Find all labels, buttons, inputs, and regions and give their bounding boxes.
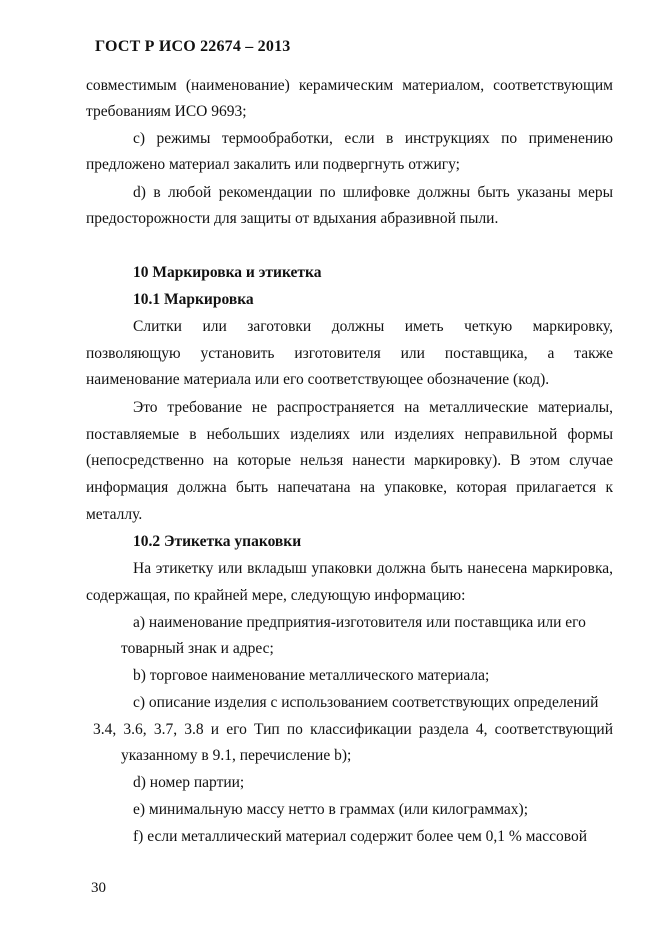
text-line: 3.4, 3.6, 3.7, 3.8 и его Тип по классификации раздела 4, соответствующий xyxy=(93,721,613,738)
text-line: предосторожности для защиты от вдыхания абразивной пыли. xyxy=(86,210,499,227)
section-heading-10: 10 Маркировка и этикетка xyxy=(133,264,322,281)
text-line: предложено материал закалить или подвергнуть отжигу; xyxy=(86,156,460,173)
section-heading-10-2: 10.2 Этикетка упаковки xyxy=(133,533,302,550)
list-item-c: c) описание изделия с использованием соответствующих определений xyxy=(133,694,599,711)
list-item-b: b) торговое наименование металлического материала; xyxy=(133,667,490,684)
text-line: (непосредственно на которые нельзя нанести маркировку). В этом случае xyxy=(86,452,613,469)
text-line: товарный знак и адрес; xyxy=(121,640,274,657)
list-item-c: c) режимы термообработки, если в инструкциях по применению xyxy=(133,130,613,147)
text-line: требованиям ИСО 9693; xyxy=(86,103,247,120)
section-heading-10-1: 10.1 Маркировка xyxy=(133,291,254,308)
list-item-d: d) номер партии; xyxy=(133,774,245,791)
text-line: металлу. xyxy=(86,506,143,523)
text-line: На этикетку или вкладыш упаковки должна быть нанесена маркировка, xyxy=(133,560,613,577)
list-item-f: f) если металлический материал содержит более чем 0,1 % массовой xyxy=(133,828,588,845)
text-line: позволяющую установить изготовителя или поставщика, а также xyxy=(86,345,613,362)
text-line: указанному в 9.1, перечисление b); xyxy=(121,747,352,764)
text-line: Слитки или заготовки должны иметь четкую маркировку, xyxy=(133,318,613,335)
text-line: поставляемые в небольших изделиях или изделиях неправильной формы xyxy=(86,426,613,443)
list-item-e: e) минимальную массу нетто в граммах (или килограммах); xyxy=(133,801,529,818)
text-line: Это требование не распространяется на металлические материалы, xyxy=(133,399,613,416)
text-line: содержащая, по крайней мере, следующую информацию: xyxy=(86,587,466,604)
text-line: наименование материала или его соответствующее обозначение (код). xyxy=(86,371,550,388)
page-number: 30 xyxy=(91,880,106,896)
text-line: совместимым (наименование) керамическим материалом, соответствующим xyxy=(86,77,613,94)
text-line: информация должна быть напечатана на упаковке, которая прилагается к xyxy=(86,479,613,496)
list-item-a: a) наименование предприятия-изготовителя или поставщика или его xyxy=(133,614,586,631)
list-item-d: d) в любой рекомендации по шлифовке должны быть указаны меры xyxy=(133,184,613,201)
document-header: ГОСТ Р ИСО 22674 – 2013 xyxy=(95,38,291,55)
